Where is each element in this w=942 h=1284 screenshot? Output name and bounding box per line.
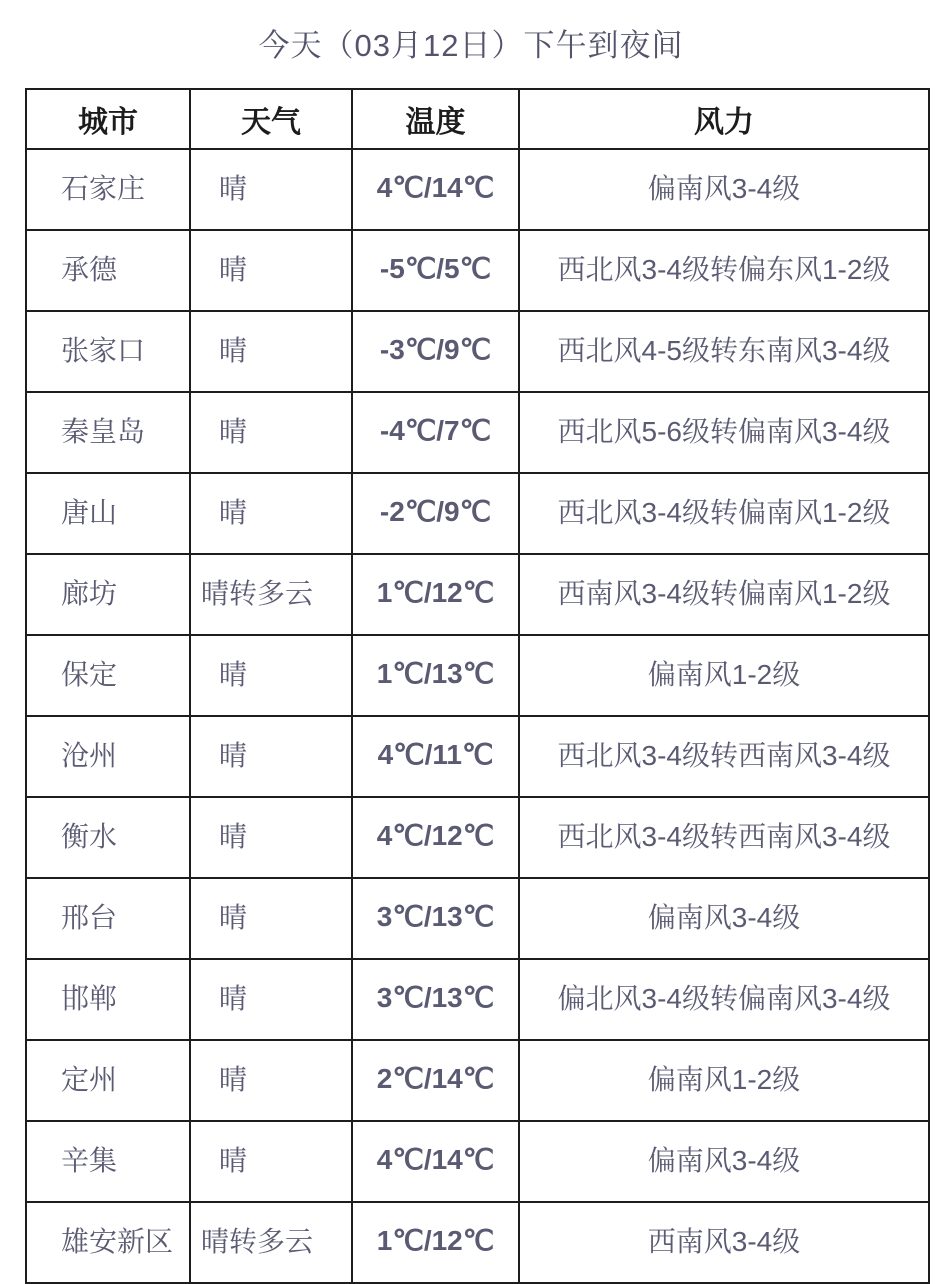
header-weather: 天气 [190,89,352,149]
weather-cell: 晴转多云 [190,1202,352,1283]
wind-cell: 西北风3-4级转偏南风1-2级 [519,473,929,554]
weather-cell: 晴 [190,878,352,959]
table-row [26,230,929,311]
wind-cell: 西南风3-4级转偏南风1-2级 [519,554,929,635]
city-cell: 秦皇岛 [26,392,190,473]
wind-cell: 西北风5-6级转偏南风3-4级 [519,392,929,473]
header-wind: 风力 [519,89,929,149]
table-row [26,554,929,635]
wind-cell: 偏南风3-4级 [519,1121,929,1202]
weather-cell: 晴 [190,635,352,716]
temp-cell: -2℃/9℃ [352,473,519,554]
city-cell: 张家口 [26,311,190,392]
temp-cell: 4℃/11℃ [352,716,519,797]
wind-cell: 偏南风3-4级 [519,149,929,230]
weather-cell: 晴转多云 [190,554,352,635]
temp-cell: 4℃/14℃ [352,1121,519,1202]
weather-cell: 晴 [190,1040,352,1121]
table-header [26,89,929,149]
weather-cell: 晴 [190,311,352,392]
wind-cell: 西南风3-4级 [519,1202,929,1283]
table-row [26,716,929,797]
temp-cell: 3℃/13℃ [352,878,519,959]
city-cell: 承德 [26,230,190,311]
weather-table-body [26,149,929,1283]
wind-cell: 偏南风1-2级 [519,635,929,716]
temp-cell: 1℃/12℃ [352,1202,519,1283]
weather-cell: 晴 [190,716,352,797]
table-row [26,797,929,878]
table-row [26,1202,929,1283]
weather-cell: 晴 [190,959,352,1040]
weather-table [25,88,930,1284]
city-cell: 邯郸 [26,959,190,1040]
weather-cell: 晴 [190,392,352,473]
table-row [26,635,929,716]
temp-cell: 4℃/12℃ [352,797,519,878]
table-row [26,149,929,230]
wind-cell: 西北风3-4级转西南风3-4级 [519,797,929,878]
wind-cell: 西北风3-4级转偏东风1-2级 [519,230,929,311]
table-row [26,473,929,554]
temp-cell: 3℃/13℃ [352,959,519,1040]
city-cell: 石家庄 [26,149,190,230]
temp-cell: -5℃/5℃ [352,230,519,311]
temp-cell: 4℃/14℃ [352,149,519,230]
table-row [26,1121,929,1202]
temp-cell: 1℃/12℃ [352,554,519,635]
temp-cell: -3℃/9℃ [352,311,519,392]
city-cell: 保定 [26,635,190,716]
wind-cell: 西北风3-4级转西南风3-4级 [519,716,929,797]
header-temperature: 温度 [352,89,519,149]
weather-cell: 晴 [190,230,352,311]
city-cell: 邢台 [26,878,190,959]
header-row [26,89,929,149]
city-cell: 辛集 [26,1121,190,1202]
wind-cell: 西北风4-5级转东南风3-4级 [519,311,929,392]
weather-cell: 晴 [190,149,352,230]
city-cell: 廊坊 [26,554,190,635]
table-row [26,392,929,473]
temp-cell: -4℃/7℃ [352,392,519,473]
wind-cell: 偏南风1-2级 [519,1040,929,1121]
wind-cell: 偏南风3-4级 [519,878,929,959]
temp-cell: 2℃/14℃ [352,1040,519,1121]
page-title: 今天（03月12日）下午到夜间 [258,28,684,63]
table-row [26,959,929,1040]
city-cell: 雄安新区 [26,1202,190,1283]
weather-cell: 晴 [190,797,352,878]
table-row [26,311,929,392]
weather-cell: 晴 [190,1121,352,1202]
city-cell: 唐山 [26,473,190,554]
city-cell: 衡水 [26,797,190,878]
weather-cell: 晴 [190,473,352,554]
wind-cell: 偏北风3-4级转偏南风3-4级 [519,959,929,1040]
weather-forecast-page [0,26,942,1257]
city-cell: 定州 [26,1040,190,1121]
temp-cell: 1℃/13℃ [352,635,519,716]
table-row [26,1040,929,1121]
header-city: 城市 [26,89,190,149]
city-cell: 沧州 [26,716,190,797]
table-row [26,878,929,959]
